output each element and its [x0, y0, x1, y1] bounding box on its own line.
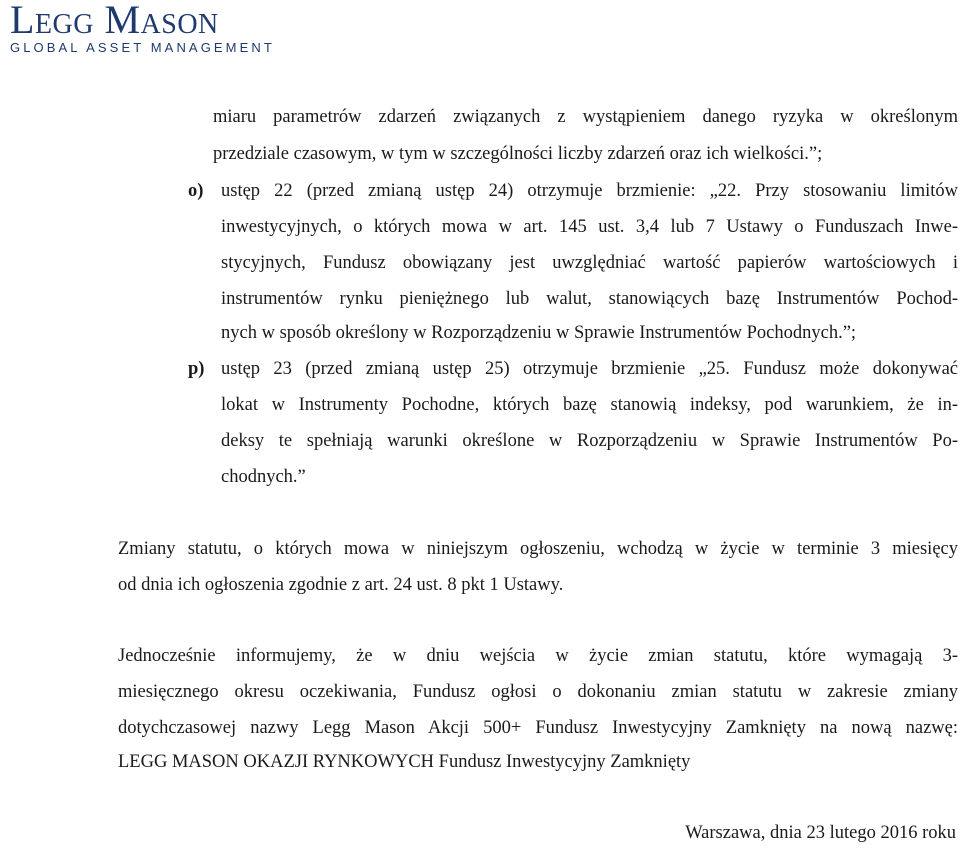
logo-tagline: GLOBAL ASSET MANAGEMENT — [10, 40, 275, 55]
paragraph-2-line-4: LEGG MASON OKAZJI RYNKOWYCH Fundusz Inwestycyjny Zamknięty — [118, 752, 691, 772]
paragraph-1-line-1: Zmiany statutu, o których mowa w niniejszym ogłoszeniu, wchodzą w życie w terminie 3 miesięcy — [118, 539, 958, 559]
legg-mason-logo — [10, 0, 275, 55]
item-o-line-5: nych w sposób określony w Rozporządzeniu w Sprawie Instrumentów Pochodnych.”; — [221, 323, 857, 343]
item-p-line-2: lokat w Instrumenty Pochodne, których bazę stanowią indeksy, pod warunkiem, że in- — [221, 395, 958, 415]
item-p-line-1: ustęp 23 (przed zmianą ustęp 25) otrzymuje brzmienie „25. Fundusz może dokonywać — [221, 359, 958, 379]
signature-place-date: Warszawa, dnia 23 lutego 2016 roku — [685, 823, 956, 843]
paragraph-2-line-3: dotychczasowej nazwy Legg Mason Akcji 500+ Fundusz Inwestycyjny Zamknięty na nową nazwę: — [118, 718, 958, 738]
item-o-line-2: inwestycyjnych, o których mowa w art. 145 ust. 3,4 lub 7 Ustawy o Funduszach Inwe- — [221, 217, 958, 237]
list-marker-o: o) — [188, 181, 204, 201]
item-o-line-1: ustęp 22 (przed zmianą ustęp 24) otrzymuje brzmienie: „22. Przy stosowaniu limitów — [221, 181, 958, 201]
item-o-line-4: instrumentów rynku pieniężnego lub walut, stanowiących bazę Instrumentów Pochod- — [221, 289, 958, 309]
continuation-line-1: miaru parametrów zdarzeń związanych z wystąpieniem danego ryzyka w określonym — [213, 107, 958, 127]
item-p-line-3: deksy te spełniają warunki określone w Rozporządzeniu w Sprawie Instrumentów Po- — [221, 431, 958, 451]
item-o-line-3: stycyjnych, Fundusz obowiązany jest uwzględniać wartość papierów wartościowych i — [221, 253, 958, 273]
continuation-line-2: przedziale czasowym, w tym w szczególności liczby zdarzeń oraz ich wielkości.”; — [213, 144, 823, 164]
paragraph-1-line-2: od dnia ich ogłoszenia zgodnie z art. 24 ust. 8 pkt 1 Ustawy. — [118, 575, 564, 595]
paragraph-2-line-2: miesięcznego okresu oczekiwania, Fundusz ogłosi o dokonaniu zmian statutu w zakresie zmiany — [118, 682, 958, 702]
item-p-line-4: chodnych.” — [221, 467, 306, 487]
list-marker-p: p) — [188, 359, 205, 379]
paragraph-2-line-1: Jednocześnie informujemy, że w dniu wejścia w życie zmian statutu, które wymagają 3- — [118, 646, 958, 666]
logo-name: Legg Mason — [10, 0, 219, 42]
